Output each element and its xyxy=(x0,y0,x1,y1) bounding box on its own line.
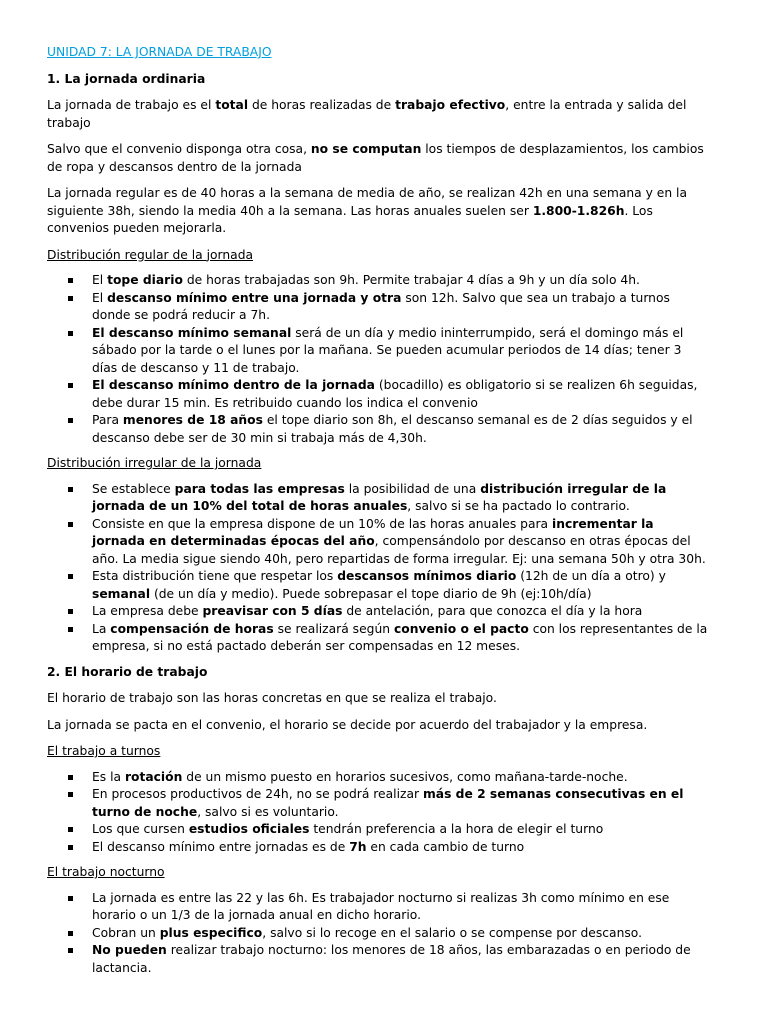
irregular-distribution-subheading: Distribución irregular de la jornada xyxy=(47,456,262,470)
text-segment: . Los convenios pueden mejorarla. xyxy=(47,203,653,235)
square-bullet-icon xyxy=(68,278,73,283)
bold-text: estudios oficiales xyxy=(188,822,310,836)
text-segment: realizar trabajo nocturno: los menores de 18 años, las embarazadas o en periodo de lactancia. xyxy=(92,943,691,975)
section-1-heading: 1. La jornada ordinaria xyxy=(47,71,206,86)
square-bullet-icon xyxy=(68,487,73,492)
bold-text: semanal xyxy=(92,586,151,601)
text-segment: Es la xyxy=(92,769,125,784)
section-2-heading: 2. El horario de trabajo xyxy=(47,664,208,679)
bold-text: distribución irregular de la jornada de un 10% del total de horas anuales xyxy=(92,481,667,513)
shift-work-subheading: El trabajo a turnos xyxy=(47,744,161,758)
bold-text: compensación de horas xyxy=(110,621,274,636)
list-item xyxy=(47,621,708,656)
square-bullet-icon xyxy=(68,948,73,953)
unit-title-link[interactable]: UNIDAD 7: LA JORNADA DE TRABAJO xyxy=(47,45,272,59)
bold-text: más de 2 semanas consecutivas en el turno de noche xyxy=(92,787,684,819)
shift-work-list xyxy=(47,769,708,857)
bold-text: No pueden xyxy=(92,943,167,957)
section-1-paragraph-1 xyxy=(47,97,708,132)
square-bullet-icon xyxy=(68,627,73,632)
list-item xyxy=(47,325,708,378)
section-1-paragraph-3 xyxy=(47,185,708,238)
list-item xyxy=(47,925,708,943)
bold-text: El descanso mínimo dentro de la jornada xyxy=(92,378,375,392)
list-item xyxy=(47,942,708,977)
text-segment: con los representantes de la empresa, si no está pactado deberán ser compensadas en 12 meses. xyxy=(92,621,708,653)
list-item xyxy=(47,516,708,569)
text-segment: en cada cambio de turno xyxy=(366,839,525,854)
text-segment: (12h de un día a otro) y xyxy=(516,569,666,583)
text-segment: de horas trabajadas son 9h. Permite trabajar 4 días a 9h y un día solo 4h. xyxy=(182,273,640,287)
text-segment: , compensándolo por descanso en otras épocas del año. La media sigue siendo 40h, pero repartidas de forma irregular. Ej: una semana 50h y otra 30h. xyxy=(92,534,706,566)
bold-text: 7h xyxy=(349,839,367,854)
text-segment: los tiempos de desplazamientos, los cambios de ropa y descansos dentro de la jornada xyxy=(47,142,704,174)
regular-distribution-list xyxy=(47,272,708,447)
bold-text: no se computan xyxy=(310,142,422,156)
list-item xyxy=(47,839,708,857)
list-item xyxy=(47,290,708,325)
text-segment: La jornada de trabajo es el xyxy=(47,98,216,112)
list-item xyxy=(47,272,708,290)
bold-text: para todas las empresas xyxy=(174,481,345,496)
bold-text: trabajo efectivo xyxy=(395,98,506,112)
bold-text: plus especifico xyxy=(159,925,263,940)
text-segment: El xyxy=(92,273,108,287)
list-item xyxy=(47,821,708,839)
night-work-subheading: El trabajo nocturno xyxy=(47,865,165,879)
bold-text: convenio o el pacto xyxy=(393,621,529,636)
list-item xyxy=(47,603,708,621)
bold-text: preavisar con 5 días xyxy=(202,604,343,618)
list-item xyxy=(47,481,708,516)
night-work-list xyxy=(47,890,708,978)
bold-text: descanso mínimo entre una jornada y otra xyxy=(107,290,402,305)
list-item xyxy=(47,786,708,821)
bold-text: rotación xyxy=(124,769,183,784)
text-segment: será de un día y medio ininterrumpido, será el domingo más el sábado por la tarde o el lunes por la mañana. Se pueden acumular periodos de 14 días; tener 3 días de descanso y 11 de trabajo. xyxy=(92,325,684,375)
text-segment: (bocadillo) es obligatorio si se realizen 6h seguidas, debe durar 15 min. Es retribuido cuando los indica el convenio xyxy=(92,378,698,410)
square-bullet-icon xyxy=(68,896,73,901)
text-segment: En procesos productivos de 24h, no se podrá realizar xyxy=(92,787,423,801)
bold-text: descansos mínimos diario xyxy=(337,569,517,583)
text-segment: El descanso mínimo entre jornadas es de xyxy=(92,839,350,854)
text-segment: La jornada es entre las 22 y las 6h. Es trabajador nocturno si realizas 3h como mínimo en ese horario o un 1/3 de la jornada anual en dicho horario. xyxy=(92,890,670,922)
text-segment: tendrán preferencia a la hora de elegir el turno xyxy=(309,822,604,836)
text-segment: son 12h. Salvo que sea un trabajo a turnos donde se podrá reducir a 7h. xyxy=(92,290,670,322)
regular-distribution-subheading: Distribución regular de la jornada xyxy=(47,247,254,262)
text-segment: Cobran un xyxy=(92,925,160,940)
square-bullet-icon xyxy=(68,792,73,797)
list-item xyxy=(47,769,708,787)
text-segment: Los que cursen xyxy=(92,822,189,836)
text-segment: el tope diario son 8h, el descanso semanal es de 2 días seguidos y el descanso debe ser de 30 min si trabaja más de 4,30h. xyxy=(92,413,693,445)
text-segment: (de un día y medio). Puede sobrepasar el tope diario de 9h (ej:10h/día) xyxy=(150,586,592,601)
bold-text: tope diario xyxy=(107,273,183,287)
square-bullet-icon xyxy=(68,331,73,336)
text-segment: , entre la entrada y salida del trabajo xyxy=(47,98,687,130)
text-segment: , salvo si se ha pactado lo contrario. xyxy=(407,499,630,513)
text-segment: la posibilidad de una xyxy=(344,481,481,496)
list-item xyxy=(47,412,708,447)
square-bullet-icon xyxy=(68,574,73,579)
text-segment: de antelación, para que conozca el día y la hora xyxy=(342,604,643,618)
bold-text: menores de 18 años xyxy=(122,413,263,427)
section-2-paragraph-1: El horario de trabajo son las horas concretas en que se realiza el trabajo. xyxy=(47,691,497,705)
square-bullet-icon xyxy=(68,931,73,936)
bold-text: 1.800-1.826h xyxy=(532,203,625,218)
text-segment: La jornada regular es de 40 horas a la semana de media de año, se realizan 42h en una semana y en la siguiente 38h, siendo la media 40h a la semana. Las horas anuales suelen ser xyxy=(47,186,688,218)
text-segment: El xyxy=(92,290,108,305)
square-bullet-icon xyxy=(68,522,73,527)
irregular-distribution-list xyxy=(47,481,708,656)
square-bullet-icon xyxy=(68,775,73,780)
text-segment: La empresa debe xyxy=(92,604,203,618)
bold-text: total xyxy=(215,98,249,112)
text-segment: se realizará según xyxy=(273,621,394,636)
text-segment: Se establece xyxy=(92,481,175,496)
square-bullet-icon xyxy=(68,296,73,301)
text-segment: Salvo que el convenio disponga otra cosa, xyxy=(47,142,311,156)
list-item xyxy=(47,890,708,925)
text-segment: Consiste en que la empresa dispone de un 10% de las horas anuales para xyxy=(92,516,552,531)
bold-text: El descanso mínimo semanal xyxy=(92,325,292,340)
text-segment: de horas realizadas de xyxy=(248,98,396,112)
text-segment: La xyxy=(92,621,111,636)
text-segment: de un mismo puesto en horarios sucesivos, como mañana-tarde-noche. xyxy=(182,769,628,784)
section-1-paragraph-2 xyxy=(47,141,708,176)
bold-text: incrementar la jornada en determinadas épocas del año xyxy=(92,516,654,548)
square-bullet-icon xyxy=(68,827,73,832)
square-bullet-icon xyxy=(68,845,73,850)
text-segment: Para xyxy=(92,413,123,427)
list-item xyxy=(47,377,708,412)
square-bullet-icon xyxy=(68,609,73,614)
text-segment: , salvo si es voluntario. xyxy=(197,804,339,819)
square-bullet-icon xyxy=(68,383,73,388)
square-bullet-icon xyxy=(68,418,73,423)
text-segment: Esta distribución tiene que respetar los xyxy=(92,569,338,583)
text-segment: , salvo si lo recoge en el salario o se compense por descanso. xyxy=(262,925,642,940)
section-2-paragraph-2: La jornada se pacta en el convenio, el horario se decide por acuerdo del trabajador y la empresa. xyxy=(47,717,648,732)
list-item xyxy=(47,568,708,603)
